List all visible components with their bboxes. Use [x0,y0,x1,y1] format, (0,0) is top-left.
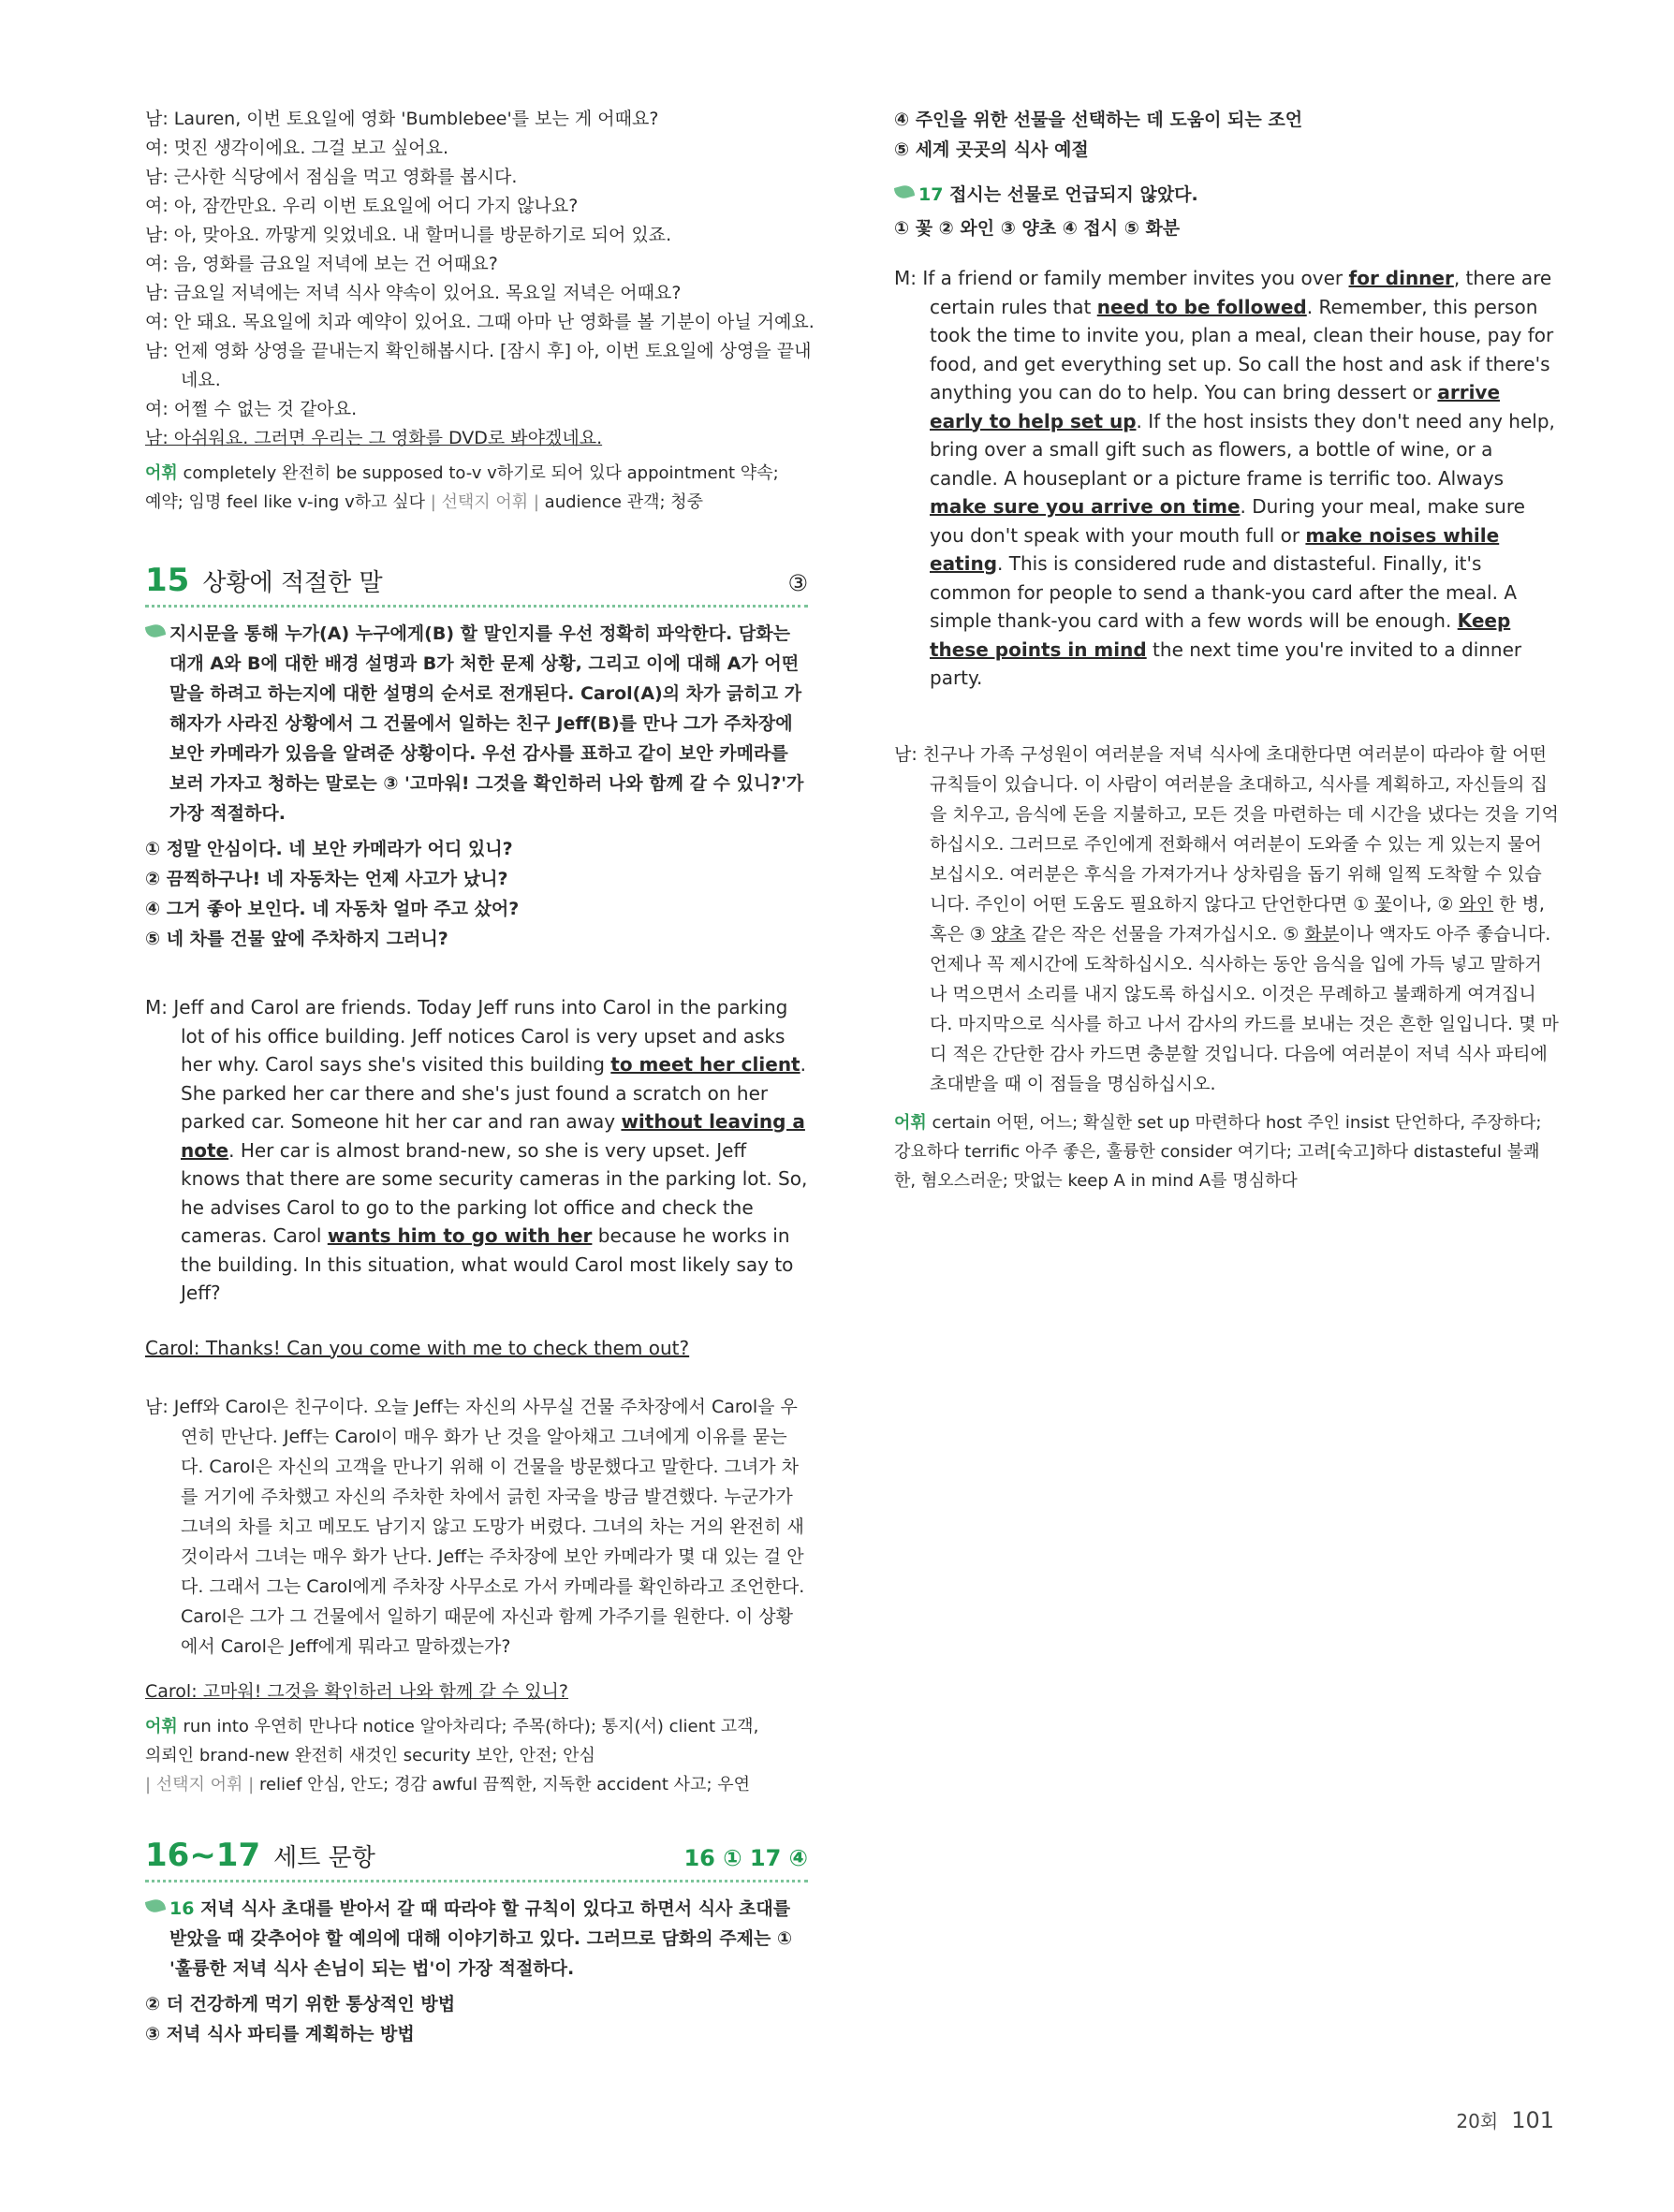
vocab-14-line1: completely 완전히 be supposed to-v v하기로 되어 있다 appointment 약속; [183,463,779,483]
leaf-icon [894,183,915,201]
section-title: 세트 문항 [273,1844,375,1872]
underlined-phrase: without leaving a note [181,1110,805,1162]
dialogue-line: 여: 어쩔 수 없는 것 같아요. [145,399,358,419]
explanation-15 [145,619,808,828]
underlined-phrase: need to be followed [1096,295,1307,318]
page-number: 101 [1511,2107,1554,2133]
speaker: M: [894,267,923,289]
explanation-16 [145,1894,808,1984]
carol-line-ko: Carol: 고마워! 그것을 확인하러 나와 함께 갈 수 있니? [145,1681,568,1702]
translation-text: 한 병, 혹은 ③ [930,893,1545,945]
underlined-word: 와인 [1459,893,1494,915]
options-16 [145,1989,808,2049]
section-16-17 [145,1837,808,2049]
vocab-15 [145,1712,808,1799]
script-16-17 [894,264,1559,693]
dialogue-14 [145,105,815,453]
underlined-word: 화분 [1304,923,1340,945]
vocab-16-17 [894,1108,1559,1195]
translation-16-17 [894,740,1559,1099]
script-text: Jeff and Carol are friends. Today Jeff runs into Carol in the parking lot of his office building. Jeff notices Carol is very upset and asks her why. Carol says she's visited this building [173,996,788,1076]
dialogue-line: 여: 음, 영화를 금요일 저녁에 보는 건 어때요? [145,254,498,274]
section-16-header [145,1837,808,1882]
script-text: . She parked her car there and she's just found a scratch on her parked car. Someone hit her car and ran away [181,1053,806,1133]
translation-text: 남: 친구나 가족 구성원이 여러분을 저녁 식사에 초대한다면 여러분이 따라야 할 어떤 규칙들이 있습니다. 이 사람이 여러분을 초대하고, 식사를 계획하고, 자신들의 집을 치우고, 음식에 돈을 지불하고, 모든 것을 마련하는 데 시간을 냈다는 것을 기억하십시오. 그러므로 주인에게 전화해서 여러분이 도와줄 수 있는 게 있는지 물어보십시오. 여러분은 후식을 가져가거나 상차림을 돕기 위해 일찍 도착할 수 있습니다. 주인이 어떤 도움도 필요하지 않다고 단언한다면 ① [894,743,1559,915]
explanation-text: 저녁 식사 초대를 받아서 갈 때 따라야 할 규칙이 있다고 하면서 식사 초대를 받았을 때 갖추어야 할 예의에 대해 이야기하고 있다. 그러므로 담화의 주제는 ① '훌륭한 저녁 식사 손님이 되는 법'이 가장 적절하다. [169,1898,793,1979]
explanation-text: 지시문을 통해 누가(A) 누구에게(B) 할 말인지를 우선 정확히 파악한다. 담화는 대개 A와 B에 대한 배경 설명과 B가 처한 문제 상황, 그리고 이에 대해 A가 어떤 말을 하려고 하는지에 대한 설명의 순서로 전개된다. Carol(A)의 차가 긁히고 가해자가 사라진 상황에서 그 건물에서 일하는 친구 Jeff(B)를 만나 그가 주차장에 보안 카메라가 있음을 알려준 상황이다. 우선 감사를 표하고 같이 보안 카메라를 보러 가자고 청하는 말로는 ③ '고마워! 그것을 확인하러 나와 함께 갈 수 있니?'가 가장 적절하다. [169,623,804,824]
script-text: because he works in the building. In this situation, what would Carol most likely say to Jeff? [181,1224,794,1304]
translation-text: 이나 액자도 아주 좋습니다. 언제나 꼭 제시간에 도착하십시오. 식사하는 동안 음식을 입에 가득 넣고 말하거나 먹으면서 소리를 내지 않도록 하십시오. 이것은 무례하고 불쾌하게 여겨집니다. 마지막으로 식사를 하고 나서 감사의 카드를 보내는 것은 흔한 일입니다. 몇 마디 적은 간단한 감사 카드면 충분할 것입니다. 다음에 여러분이 저녁 식사 파티에 초대받을 때 이 점들을 명심하십시오. [930,923,1559,1094]
dialogue-line: 남: 금요일 저녁에는 저녁 식사 약속이 있어요. 목요일 저녁은 어때요? [145,283,682,303]
section-15 [145,562,808,1799]
dialogue-line: 네요. [181,370,221,390]
unit-label: 20회 [1456,2110,1499,2132]
translation-text: 같은 작은 선물을 가져가십시오. ⑤ [1025,923,1305,945]
explanation-17 [894,180,1559,210]
underlined-phrase: Keep these points in mind [930,609,1511,661]
vocab-label: 어휘 [145,463,178,483]
underlined-phrase: to meet her client [610,1053,800,1076]
script-text: . If the host insists they don't need any help, bring over a small gift such as flowers, a bottle of wine, or a candle. A houseplant or a picture frame is terrific too. Always [930,409,1555,490]
option: ⑤ 네 차를 건물 앞에 주차하지 그러니? [145,929,448,949]
underlined-phrase: arrive early to help set up [930,381,1501,432]
option: ⑤ 세계 곳곳의 식사 예절 [894,139,1089,160]
underlined-phrase: for dinner [1348,267,1454,289]
right-column [894,105,1559,1195]
dialogue-line: 여: 멋진 생각이에요. 그걸 보고 싶어요. [145,138,448,158]
script-15 [145,993,808,1308]
vocab-label: 어휘 [145,1717,178,1736]
script-text: , there are certain rules that [930,267,1552,318]
underlined-word: 양초 [991,923,1026,945]
script-text: . Her car is almost brand-new, so she is very upset. Jeff knows that there are some security cameras in the parking lot. So, he advises Carol to go to the parking lot office and check the cameras. Carol [181,1138,808,1247]
vocab-14 [145,459,808,517]
dialogue-line: 여: 아, 잠깐만요. 우리 이번 토요일에 어디 가지 않나요? [145,196,579,216]
explanation-text: 접시는 선물로 언급되지 않았다. [949,184,1198,205]
dialogue-line: 남: 언제 영화 상영을 끝내는지 확인해봅시다. [잠시 후] 아, 이번 토요일에 상영을 끝내 [145,341,812,361]
option: ② 끔찍하구나! 네 자동차는 언제 사고가 났니? [145,869,508,889]
dialogue-line: 남: 아쉬워요. 그러면 우리는 그 영화를 DVD로 봐야겠네요. [145,428,603,448]
script-text: If a friend or family member invites you over [922,267,1349,289]
underlined-word: 꽃 [1374,893,1392,915]
underlined-phrase: wants him to go with her [327,1224,593,1247]
options-15 [145,834,808,954]
question-number: 17 [918,184,944,205]
speaker: M: [145,996,174,1018]
section-answer: ③ [787,570,808,596]
underlined-phrase: make sure you arrive on time [930,495,1241,518]
vocab-14-line2b: audience 관객; 청중 [538,492,704,512]
vocab-label: 어휘 [894,1112,927,1133]
vocab-line: run into 우연히 만나다 notice 알아차리다; 주목(하다); 통지(서) client 고객, [183,1717,759,1736]
script-text: . During your meal, make sure you don't speak with your mouth full or [930,495,1525,547]
section-15-header [145,562,808,608]
vocab-line: 의뢰인 brand-new 완전히 새것인 security 보안, 안전; 안심 [145,1746,595,1765]
vocab-14-line2a: 예약; 임명 feel like v-ing v하고 싶다 [145,492,431,512]
dialogue-line: 남: 아, 맞아요. 까맣게 잊었네요. 내 할머니를 방문하기로 되어 있죠. [145,225,672,245]
option: ③ 저녁 식사 파티를 계획하는 방법 [145,2024,415,2044]
translation-15: 남: Jeff와 Carol은 친구이다. 오늘 Jeff는 자신의 사무실 건물 주차장에서 Carol을 우연히 만난다. Jeff는 Carol이 매우 화가 난 것을 알아채고 그녀에게 이유를 묻는다. Carol은 자신의 고객을 만나기 위해 이 건물을 방문했다고 말한다. 그녀가 차를 거기에 주차했고 자신의 주차한 차에서 긁힌 자국을 방금 발견했다. 누군가가 그녀의 차를 치고 메모도 남기지 않고 도망가 버렸다. 그녀의 차는 거의 완전히 새것이라서 그녀는 매우 화가 난다. Jeff는 주차장에 보안 카메라가 몇 대 있는 걸 안다. 그래서 그는 Carol에게 주차장 사무소로 가서 카메라를 확인하라고 조언한다. Carol은 그가 그 건물에서 일하기 때문에 자신과 함께 가주기를 원한다. 이 상황에서 Carol은 Jeff에게 뭐라고 말하겠는가? [145,1397,805,1657]
vocab-line: relief 안심, 안도; 경감 awful 끔찍한, 지독한 accident 사고; 우연 [254,1775,751,1795]
section-number: 16~17 [145,1837,261,1874]
underlined-phrase: make noises while eating [930,523,1500,575]
left-column [145,105,815,2049]
dialogue-line: 남: Lauren, 이번 토요일에 영화 'Bumblebee'를 보는 게 어때요? [145,109,659,129]
options-17: ① 꽃 ② 와인 ③ 양초 ④ 접시 ⑤ 화분 [894,218,1181,239]
option: ④ 주인을 위한 선물을 선택하는 데 도움이 되는 조언 [894,110,1303,130]
script-text: . This is considered rude and distasteful. Finally, it's common for people to send a thank-you card after the meal. A simple thank-you card with a few words will be enough. [930,552,1518,632]
selection-vocab-label: | 선택지 어휘 | [430,492,539,512]
question-number: 16 [169,1898,195,1919]
option: ② 더 건강하게 먹기 위한 통상적인 방법 [145,1994,456,2014]
dialogue-line: 여: 안 돼요. 목요일에 치과 예약이 있어요. 그때 아마 난 영화를 볼 기분이 아닐 거예요. [145,312,815,332]
section-title: 상황에 적절한 말 [202,569,383,597]
options-16-cont [894,105,1559,165]
carol-line-en: Carol: Thanks! Can you come with me to check them out? [145,1336,690,1359]
vocab-text: certain 어떤, 어느; 확실한 set up 마련하다 host 주인 insist 단언하다, 주장하다; 강요하다 terrific 아주 좋은, 훌륭한 consider 여기다; 고려[숙고]하다 distasteful 불쾌한, 혐오스러운; 맛없는 keep A in mind A를 명심하다 [894,1112,1542,1191]
section-answer: 16 ① 17 ④ [683,1845,808,1871]
leaf-icon [145,1897,166,1915]
option: ④ 그거 좋아 보인다. 네 자동차 얼마 주고 샀어? [145,899,520,919]
section-number: 15 [145,562,190,599]
selection-vocab-label: | 선택지 어휘 | [145,1775,255,1795]
leaf-icon [145,622,166,640]
translation-text: 이나, ② [1391,893,1460,915]
script-text: . Remember, this person took the time to invite you, plan a meal, clean their house, pay for food, and get everything set up. So call the host and ask if there's anything you can do to help. You can bring dessert or [930,295,1554,403]
option: ① 정말 안심이다. 네 보안 카메라가 어디 있니? [145,839,513,859]
dialogue-line: 남: 근사한 식당에서 점심을 먹고 영화를 봅시다. [145,167,518,187]
page-footer [1456,2106,1554,2133]
script-text: the next time you're invited to a dinner party. [930,637,1522,689]
